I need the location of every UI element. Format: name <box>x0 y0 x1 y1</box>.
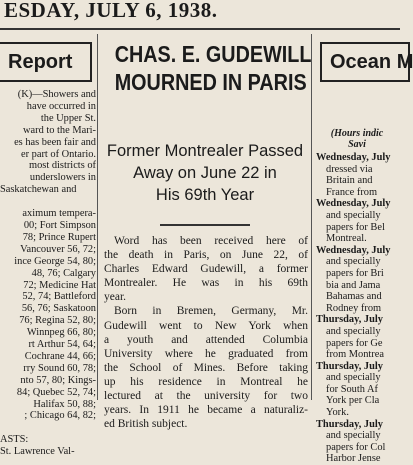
column-rule-right <box>311 34 312 400</box>
schedule-line: Harbor Jense <box>326 453 381 465</box>
article-line: year. <box>104 291 127 304</box>
weather-line: have occurred in <box>26 100 96 112</box>
schedule-line: for South Af <box>326 383 378 395</box>
schedule-line: Rodney from <box>326 302 382 314</box>
schedule-line: Wednesday, July <box>316 152 391 163</box>
schedule-note <box>314 128 400 150</box>
weather-heading: Report <box>0 42 92 82</box>
column-rule-left <box>97 34 98 400</box>
weather-line: 00; Fort Simpson <box>23 219 96 231</box>
headline-line: MOURNED IN PARIS <box>114 69 307 95</box>
schedule-line: and specially <box>326 256 381 268</box>
article-line: Gudewill went to New York when <box>104 319 308 332</box>
schedule-line: France from <box>326 186 378 198</box>
weather-line: rt Arthur 54, 64; <box>28 339 96 351</box>
schedule-line: and specially <box>326 430 381 442</box>
weather-line: ward to the Mari- <box>23 124 96 136</box>
article-line: ed British subject. <box>104 418 188 431</box>
schedule-line: Thursday, July <box>316 314 383 326</box>
article-headline <box>114 40 312 96</box>
article-line: Born in Bremen, Germany, Mr. <box>114 305 308 318</box>
schedule-note-line: (Hours indic <box>330 128 384 139</box>
weather-line <box>0 196 96 208</box>
weather-line: St. Lawrence Val- <box>0 446 75 458</box>
weather-line: nto 57, 80; Kings- <box>20 374 96 386</box>
weather-line: ince George 54, 80; <box>14 255 96 267</box>
weather-line: Cochrane 44, 66; <box>24 350 96 362</box>
article-line: University where he graduated from <box>104 347 308 360</box>
article-column <box>100 34 312 431</box>
weather-line: aximum tempera- <box>22 208 96 220</box>
weather-line: rry Sound 60, 78; <box>23 362 96 374</box>
schedule-line: and specially <box>326 372 381 384</box>
mail-schedule <box>316 152 400 465</box>
schedule-line: Wednesday, July <box>316 198 391 210</box>
schedule-line: papers for Bri <box>326 267 384 279</box>
weather-line: (K)—Showers and <box>17 89 96 100</box>
article-line: a youth and attended Columbia <box>104 333 308 346</box>
weather-line: Vancouver 56, 72; <box>20 243 96 255</box>
article-line: lectured at the university for two <box>104 390 308 403</box>
article-line: Charles Edward Gudewill, a former <box>104 263 308 276</box>
schedule-line: Wednesday, July <box>316 244 391 256</box>
forecasts-heading: ASTS: <box>0 434 29 446</box>
weather-line: most districts of <box>29 160 96 172</box>
schedule-line: from Montrea <box>326 349 384 361</box>
article-line: the death in Paris, on June 22, of <box>104 249 308 262</box>
schedule-line: York. <box>326 407 349 419</box>
schedule-line: and specially <box>326 325 381 337</box>
weather-line: Winnpeg 66, 80; <box>26 327 96 339</box>
weather-line: underslowers in <box>29 172 96 184</box>
article-line: the School of Mines. Before taking <box>104 361 308 374</box>
schedule-line: Thursday, July <box>316 418 383 430</box>
weather-line <box>0 422 96 434</box>
schedule-note-line: Savi <box>348 139 366 150</box>
weather-line: 52, 74; Battleford <box>22 291 96 303</box>
schedule-line: Thursday, July <box>316 360 383 372</box>
weather-line: es has been fair and <box>14 136 96 148</box>
weather-line: ; Chicago 64, 82; <box>24 410 96 422</box>
weather-line: the Upper St. <box>40 112 96 124</box>
subhead-line: Former Montrealer Passed <box>106 142 304 160</box>
schedule-line: Britain and <box>326 175 373 187</box>
weather-line: 76; Regina 52, 80; <box>19 315 96 327</box>
weather-report-text <box>0 89 96 458</box>
article-line: years. In 1911 he became a naturaliz- <box>104 404 308 417</box>
schedule-line: Bahamas and <box>326 291 382 303</box>
article-body <box>104 234 308 431</box>
weather-line: 84; Quebec 52, 74; <box>16 386 96 398</box>
weather-line: 78; Prince Rupert <box>22 231 96 243</box>
subhead-line: His 69th Year <box>155 186 255 204</box>
ocean-mails-heading: Ocean M <box>320 42 410 82</box>
weather-line: Halifax 50, 88; <box>33 398 96 410</box>
article-line: up his residence in Montreal he <box>104 375 308 388</box>
article-subhead <box>100 140 310 206</box>
schedule-line: dressed via <box>326 163 373 175</box>
schedule-line: bia and Jama <box>326 279 381 291</box>
weather-column <box>0 34 96 458</box>
schedule-line: Montreal. <box>326 233 367 245</box>
headline-line: CHAS. E. GUDEWILL <box>114 41 312 67</box>
article-line: Montrealer. He was in his 69th <box>104 277 308 290</box>
weather-line: 56, 76; Saskatoon <box>21 303 96 315</box>
article-line: Word has been received here of <box>114 235 308 247</box>
weather-line: 48, 76; Calgary <box>31 267 96 279</box>
weather-line: 72; Medicine Hat <box>23 279 96 291</box>
schedule-line: papers for Ge <box>326 337 383 349</box>
schedule-line: papers for Bel <box>326 221 385 233</box>
headline-divider <box>160 224 250 226</box>
weather-line: Saskatchewan and <box>0 184 77 196</box>
weather-line: er part of Ontario. <box>20 148 96 160</box>
ocean-mails-column <box>314 34 413 465</box>
masthead-date: ESDAY, JULY 6, 1938. <box>4 0 218 22</box>
masthead <box>0 0 400 30</box>
schedule-line: papers for Col <box>326 441 386 453</box>
schedule-line: and specially <box>326 209 381 221</box>
subhead-line: Away on June 22 in <box>133 164 277 182</box>
schedule-line: York per Cla <box>326 395 380 407</box>
